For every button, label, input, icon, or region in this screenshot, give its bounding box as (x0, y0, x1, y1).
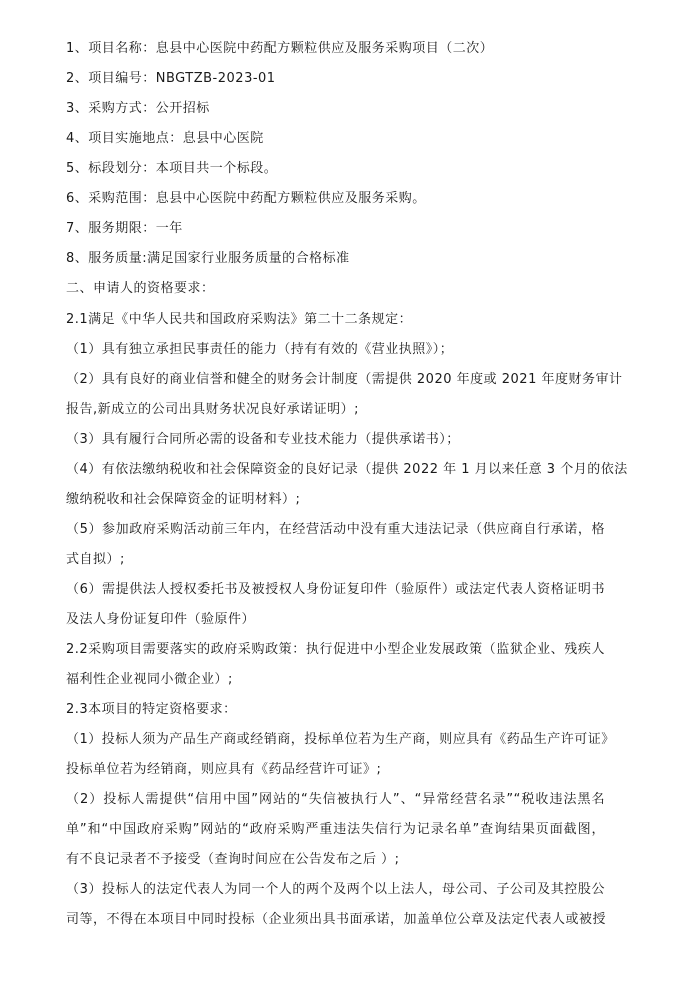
requirement-2-line-2: 报告,新成立的公司出具财务状况良好承诺证明）; (66, 402, 360, 417)
subsection-2-1: 2.1满足《中华人民共和国政府采购法》第二十二条规定： (66, 312, 413, 327)
item-procurement-method: 3、采购方式：公开招标 (66, 101, 210, 116)
requirement-1: （1）具有独立承担民事责任的能力（持有有效的《营业执照》）； (66, 342, 454, 357)
item-location: 4、项目实施地点：息县中心医院 (66, 131, 264, 146)
requirement-3: （3）具有履行合同所必需的设备和专业技术能力（提供承诺书）； (66, 432, 460, 447)
special-requirement-3-line-2: 司等，不得在本项目中同时投标（企业须出具书面承诺，加盖单位公章及法定代表人或被授 (66, 912, 607, 927)
requirement-4-line-1: （4）有依法缴纳税收和社会保障资金的良好记录（提供 2022 年 1 月以来任意 3 个月的依法 (66, 462, 628, 477)
requirement-2-line-1: （2）具有良好的商业信誉和健全的财务会计制度（需提供 2020 年度或 2021 年度财务审计 (66, 372, 623, 387)
special-requirement-3-line-1: （3）投标人的法定代表人为同一个人的两个及两个以上法人，母公司、子公司及其控股公 (66, 882, 605, 897)
requirement-5-line-2: 式自拟）; (66, 552, 125, 567)
requirement-6-line-1: （6）需提供法人授权委托书及被授权人身份证复印件（验原件）或法定代表人资格证明书 (66, 582, 605, 597)
section-heading-qualifications: 二、申请人的资格要求： (66, 281, 215, 296)
requirement-6-line-2: 及法人身份证复印件（验原件） (66, 612, 256, 627)
item-project-number: 2、项目编号：NBGTZB-2023-01 (66, 71, 276, 86)
item-lots: 5、标段划分：本项目共一个标段。 (66, 161, 278, 176)
item-scope: 6、采购范围：息县中心医院中药配方颗粒供应及服务采购。 (66, 191, 426, 206)
item-service-quality: 8、服务质量:满足国家行业服务质量的合格标准 (66, 251, 350, 266)
subsection-2-3: 2.3本项目的特定资格要求： (66, 702, 237, 717)
item-project-name: 1、项目名称：息县中心医院中药配方颗粒供应及服务采购项目（二次） (66, 41, 494, 56)
special-requirement-2-line-3: 有不良记录者不予接受（查询时间应在公告发布之后 ）; (66, 852, 400, 867)
special-requirement-1-line-1: （1）投标人须为产品生产商或经销商，投标单位若为生产商，则应具有《药品生产许可证》 (66, 732, 615, 747)
special-requirement-1-line-2: 投标单位若为经销商，则应具有《药品经营许可证》; (66, 762, 382, 777)
requirement-4-line-2: 缴纳税收和社会保障资金的证明材料）; (66, 492, 301, 507)
special-requirement-2-line-1: （2）投标人需提供“信用中国”网站的“失信被执行人”、“异常经营名录”“税收违法黑名 (66, 792, 605, 807)
special-requirement-2-line-2: 单”和“中国政府采购”网站的“政府采购严重违法失信行为记录名单”查询结果页面截图， (66, 822, 605, 837)
item-service-period: 7、服务期限：一年 (66, 221, 183, 236)
requirement-5-line-1: （5）参加政府采购活动前三年内，在经营活动中没有重大违法记录（供应商自行承诺，格 (66, 522, 605, 537)
subsection-2-2-line-1: 2.2采购项目需要落实的政府采购政策：执行促进中小型企业发展政策（监狱企业、残疾人 (66, 642, 605, 657)
subsection-2-2-line-2: 福利性企业视同小微企业）; (66, 672, 233, 687)
